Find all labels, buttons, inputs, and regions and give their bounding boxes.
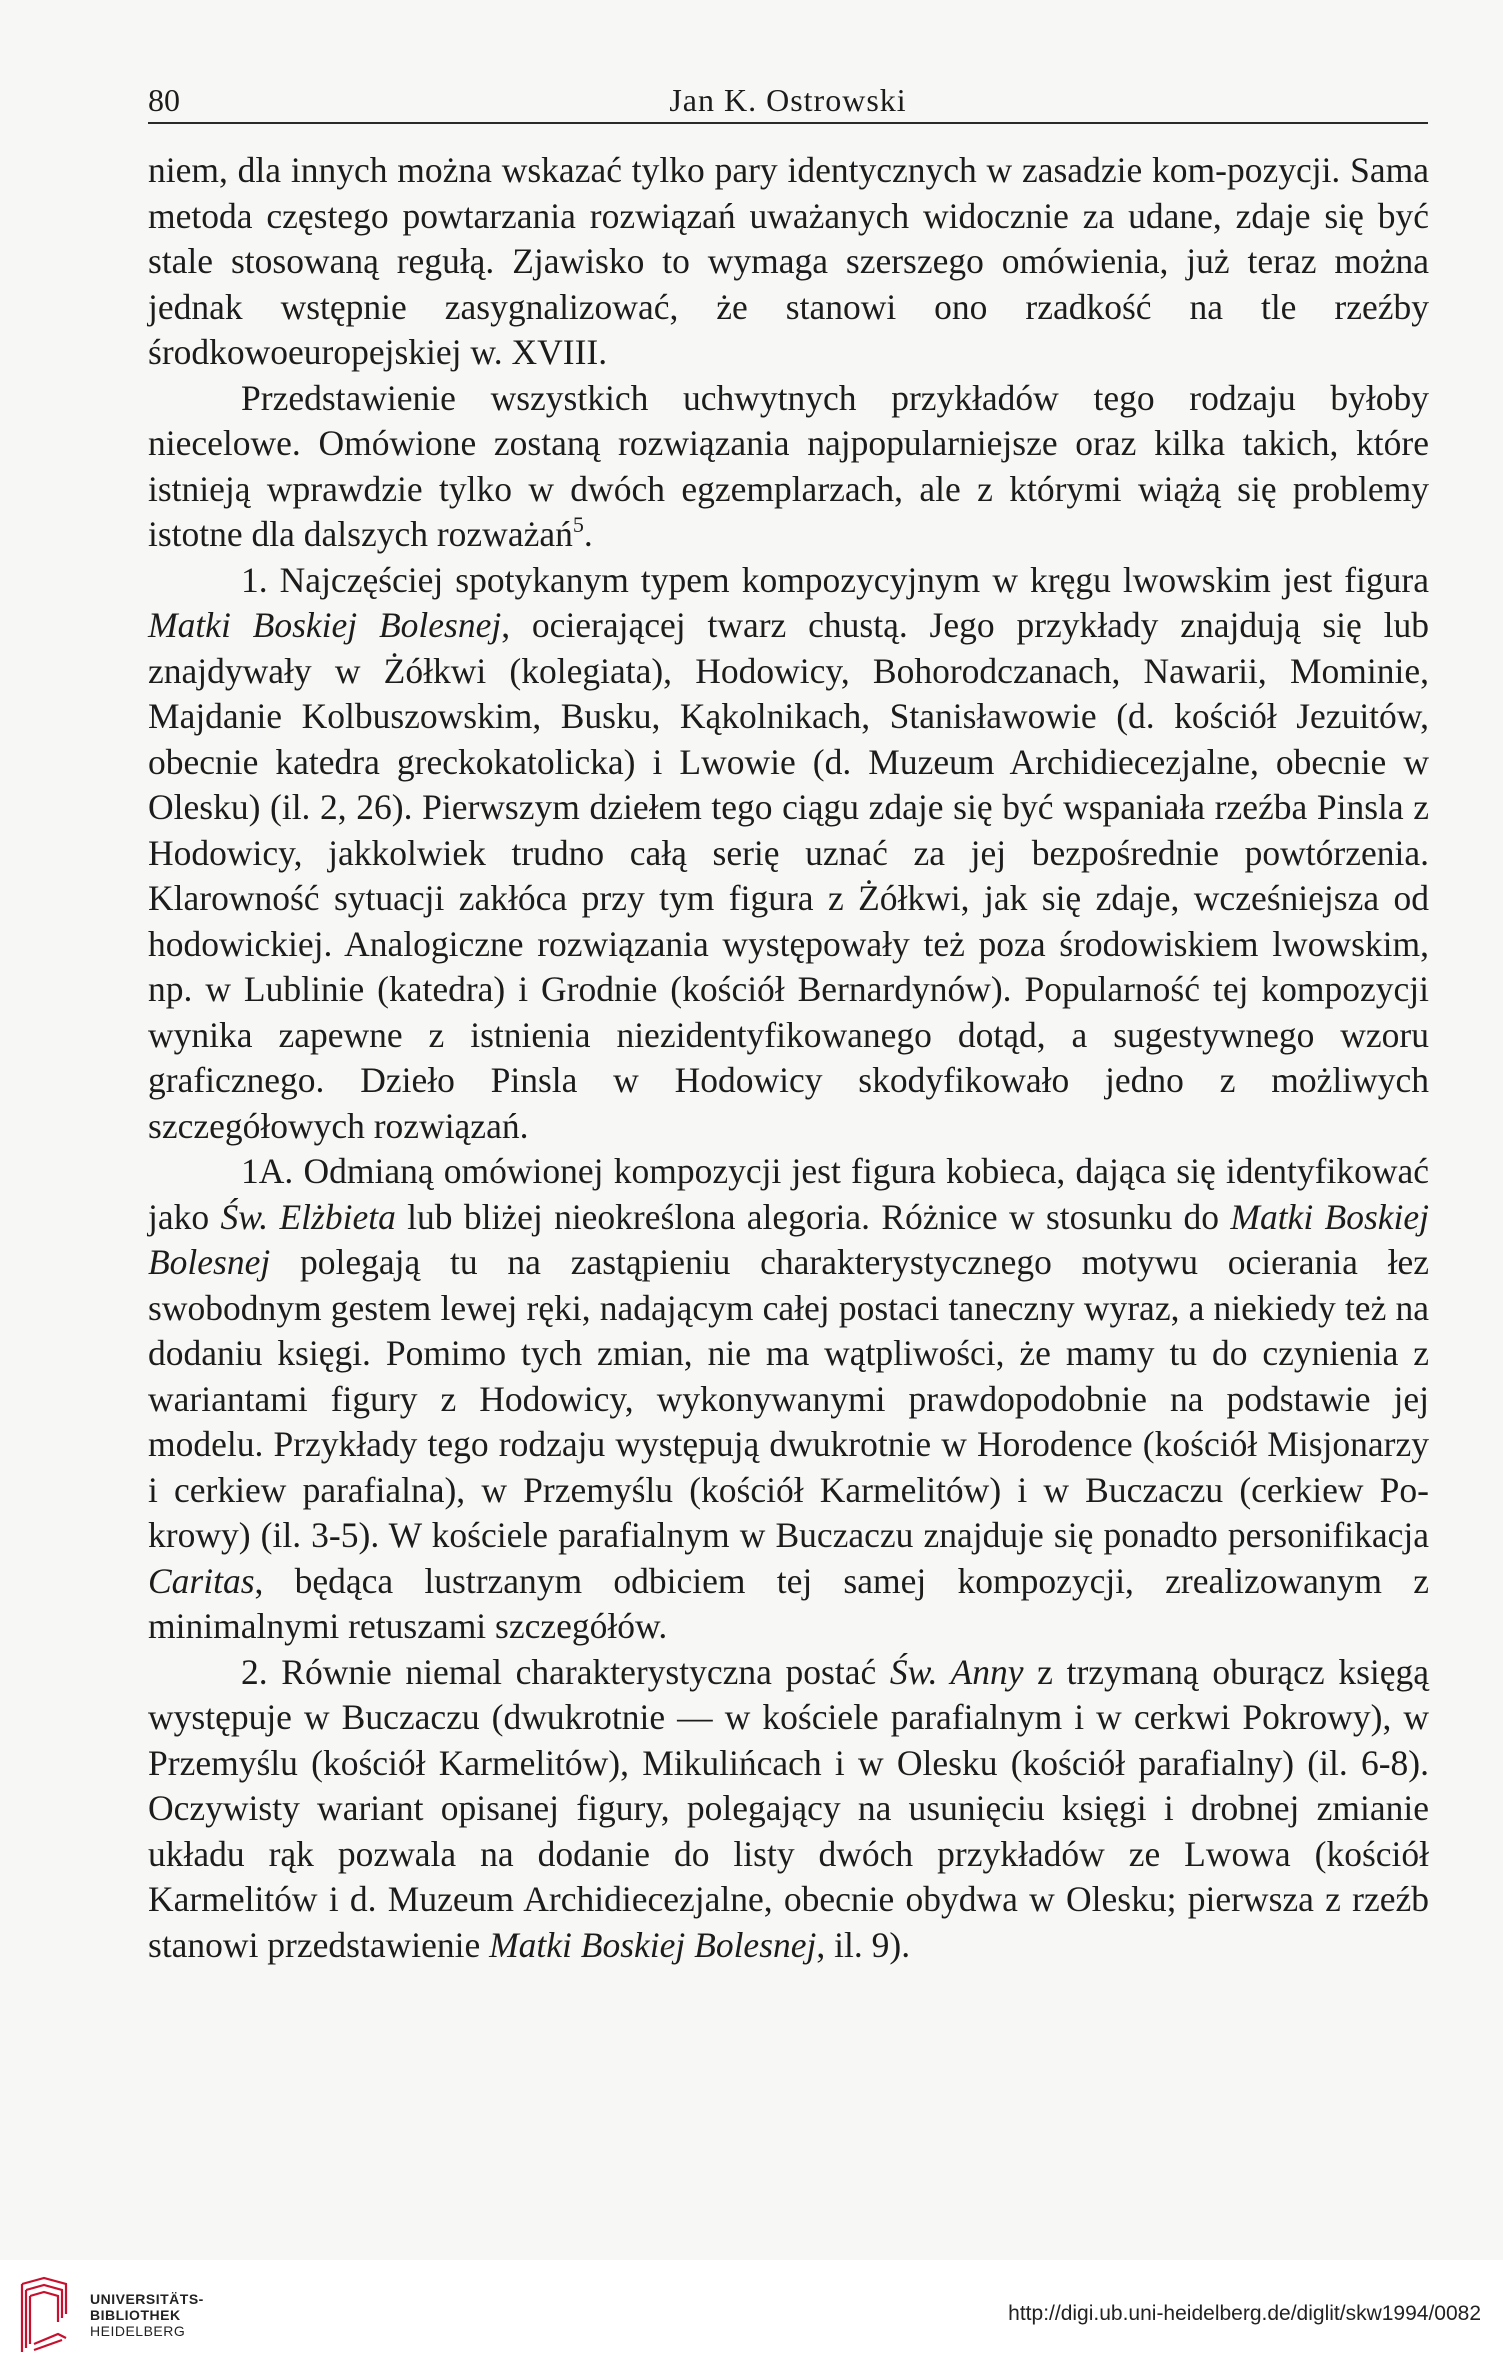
- ub-heidelberg-logo-icon: [14, 2274, 74, 2356]
- paragraph: [148, 1650, 1429, 1969]
- text-segment: 2. Równie niemal charakterystyczna postać: [241, 1651, 890, 1692]
- italic-title: Caritas: [148, 1560, 255, 1601]
- paragraph: [148, 148, 1429, 376]
- footnote-marker: 5: [572, 512, 584, 537]
- library-name-line-3: HEIDELBERG: [90, 2323, 186, 2339]
- italic-title: Św. Elżbieta: [220, 1196, 396, 1237]
- text-segment: lub bliżej nieokreślona alegoria. Różnice w stosunku do: [395, 1196, 1231, 1237]
- text-segment: 1. Najczęściej spotykanym typem kompozycyjnym w kręgu lwowskim jest figura: [241, 559, 1429, 600]
- text-segment: Przedstawienie wszystkich uchwytnych przykładów tego rodzaju byłoby niecelowe. Omówione zostaną rozwiązania najpopularniejsze oraz kilka takich, które istnieją wprawdzie tylko w dwóch egzemplarzach, ale z którymi wiążą się problemy istotne dla dalszych rozważań: [148, 377, 1429, 554]
- paragraph: [148, 1149, 1429, 1650]
- text-segment: , il. 9).: [816, 1924, 911, 1965]
- italic-title: Św. Anny: [889, 1651, 1024, 1692]
- text-segment: .: [583, 514, 593, 554]
- text-segment: , ocierającej twarz chustą. Jego przykłady znajdują się lub znajdywały w Żółkwi (kolegiata), Hodowicy, Bohorodczanach, Nawarii, Mominie, Majdanie Kolbuszowskim, Busku, Kąkolnikach, Stanisławowie (d. kościół Jezuitów, obecnie katedra greckokatolicka) i Lwowie (d. Muzeum Archidiecezjalne, obecnie w Olesku) (il. 2, 26). Pierwszym dziełem tego ciągu zdaje się być wspaniała rzeźba Pinsla z Hodowicy, jakkolwiek trudno całą serię uznać za jej bezpośrednie powtórzenia. Klarowność sytuacji zakłóca przy tym figura z Żółkwi, jak się zdaje, wcześniejsza od hodowickiej. Analogiczne rozwiązania występowały też poza środowiskiem lwowskim, np. w Lublinie (katedra) i Grodnie (kościół Bernardynów). Popularność tej kompozycji wynika zapewne z istnienia niezidentyfikowanego dotąd, a sugestywnego wzoru graficznego. Dzieło Pinsla w Hodowicy skodyfikowało jedno z możliwych szczegółowych rozwiązań.: [148, 605, 1429, 1146]
- text-segment: z trzymaną oburącz księgą występuje w Buczaczu (dwukrotnie — w kościele parafialnym i w cerkwi Pokrowy), w Przemyślu (kościół Karmelitów), Mikulińcach i w Olesku (kościół parafialny) (il. 6-8). Oczywisty wariant opisanej figury, polegający na usunięciu księgi i drobnej zmianie układu rąk pozwala na dodanie do listy dwóch przykładów ze Lwowa (kościół Karmelitów i d. Muzeum Archidiecezjalne, obecnie obydwa w Olesku; pierwsza z rzeźb stanowi przedstawienie: [148, 1651, 1430, 1965]
- text-segment: polegają tu na zastąpieniu charakterystycznego motywu ocierania łez swobodnym gestem lewej ręki, nadającym całej postaci taneczny wyraz, a niekiedy też na dodaniu księgi. Pomimo tych zmian, nie ma wątpliwości, że mamy tu do czynienia z wariantami figury z Hodowicy, wykonywanymi prawdopodobnie na podstawie jej modelu. Przykłady tego rodzaju występują dwukrotnie w Horodence (kościół Misjonarzy i cerkiew parafialna), w Przemyślu (kościół Karmelitów) i w Buczaczu (cerkiew Pokrowy) (il. 3-5). W kościele parafialnym w Buczaczu znajduje się ponadto personifikacja: [148, 1242, 1429, 1555]
- page-header: [148, 80, 1428, 124]
- library-name: [90, 2291, 204, 2339]
- source-url-link[interactable]: http://digi.ub.uni-heidelberg.de/diglit/skw1994/0082: [1008, 2302, 1481, 2325]
- page-number: 80: [148, 82, 180, 118]
- library-name-line-2: BIBLIOTHEK: [90, 2307, 181, 2323]
- text-segment: , będąca lustrzanym odbiciem tej samej kompozycji, zrealizowanym z minimalnymi retuszami szczegółów.: [148, 1560, 1429, 1646]
- library-name-line-1: UNIVERSITÄTS-: [90, 2291, 204, 2307]
- italic-title: Matki Boskiej Bolesnej: [489, 1924, 817, 1965]
- body-text: [148, 148, 1429, 1968]
- text-segment: 1A. Odmianą omówionej kompozycji jest figura kobieca, dająca się identyfikować jako: [148, 1151, 1429, 1237]
- text-segment: niem, dla innych można wskazać tylko pary identycznych w zasadzie kom-pozycji. Sama metoda częstego powtarzania rozwiązań uważanych widocznie za udane, zdaje się być stale stosowaną regułą. Zjawisko to wymaga szerszego omówienia, już teraz można jednak wstępnie zasygnalizować, że stanowi ono rzadkość na tle rzeźby środkowoeuropejskiej w. XVIII.: [148, 150, 1429, 372]
- paragraph: [148, 558, 1429, 1150]
- digitization-footer: [0, 2260, 1503, 2369]
- running-head: Jan K. Ostrowski: [669, 82, 907, 118]
- paragraph: [148, 376, 1429, 558]
- italic-title: Matki Boskiej Bolesnej: [148, 605, 502, 645]
- italic-title: Matki Boskiej Bolesnej: [148, 1196, 1430, 1282]
